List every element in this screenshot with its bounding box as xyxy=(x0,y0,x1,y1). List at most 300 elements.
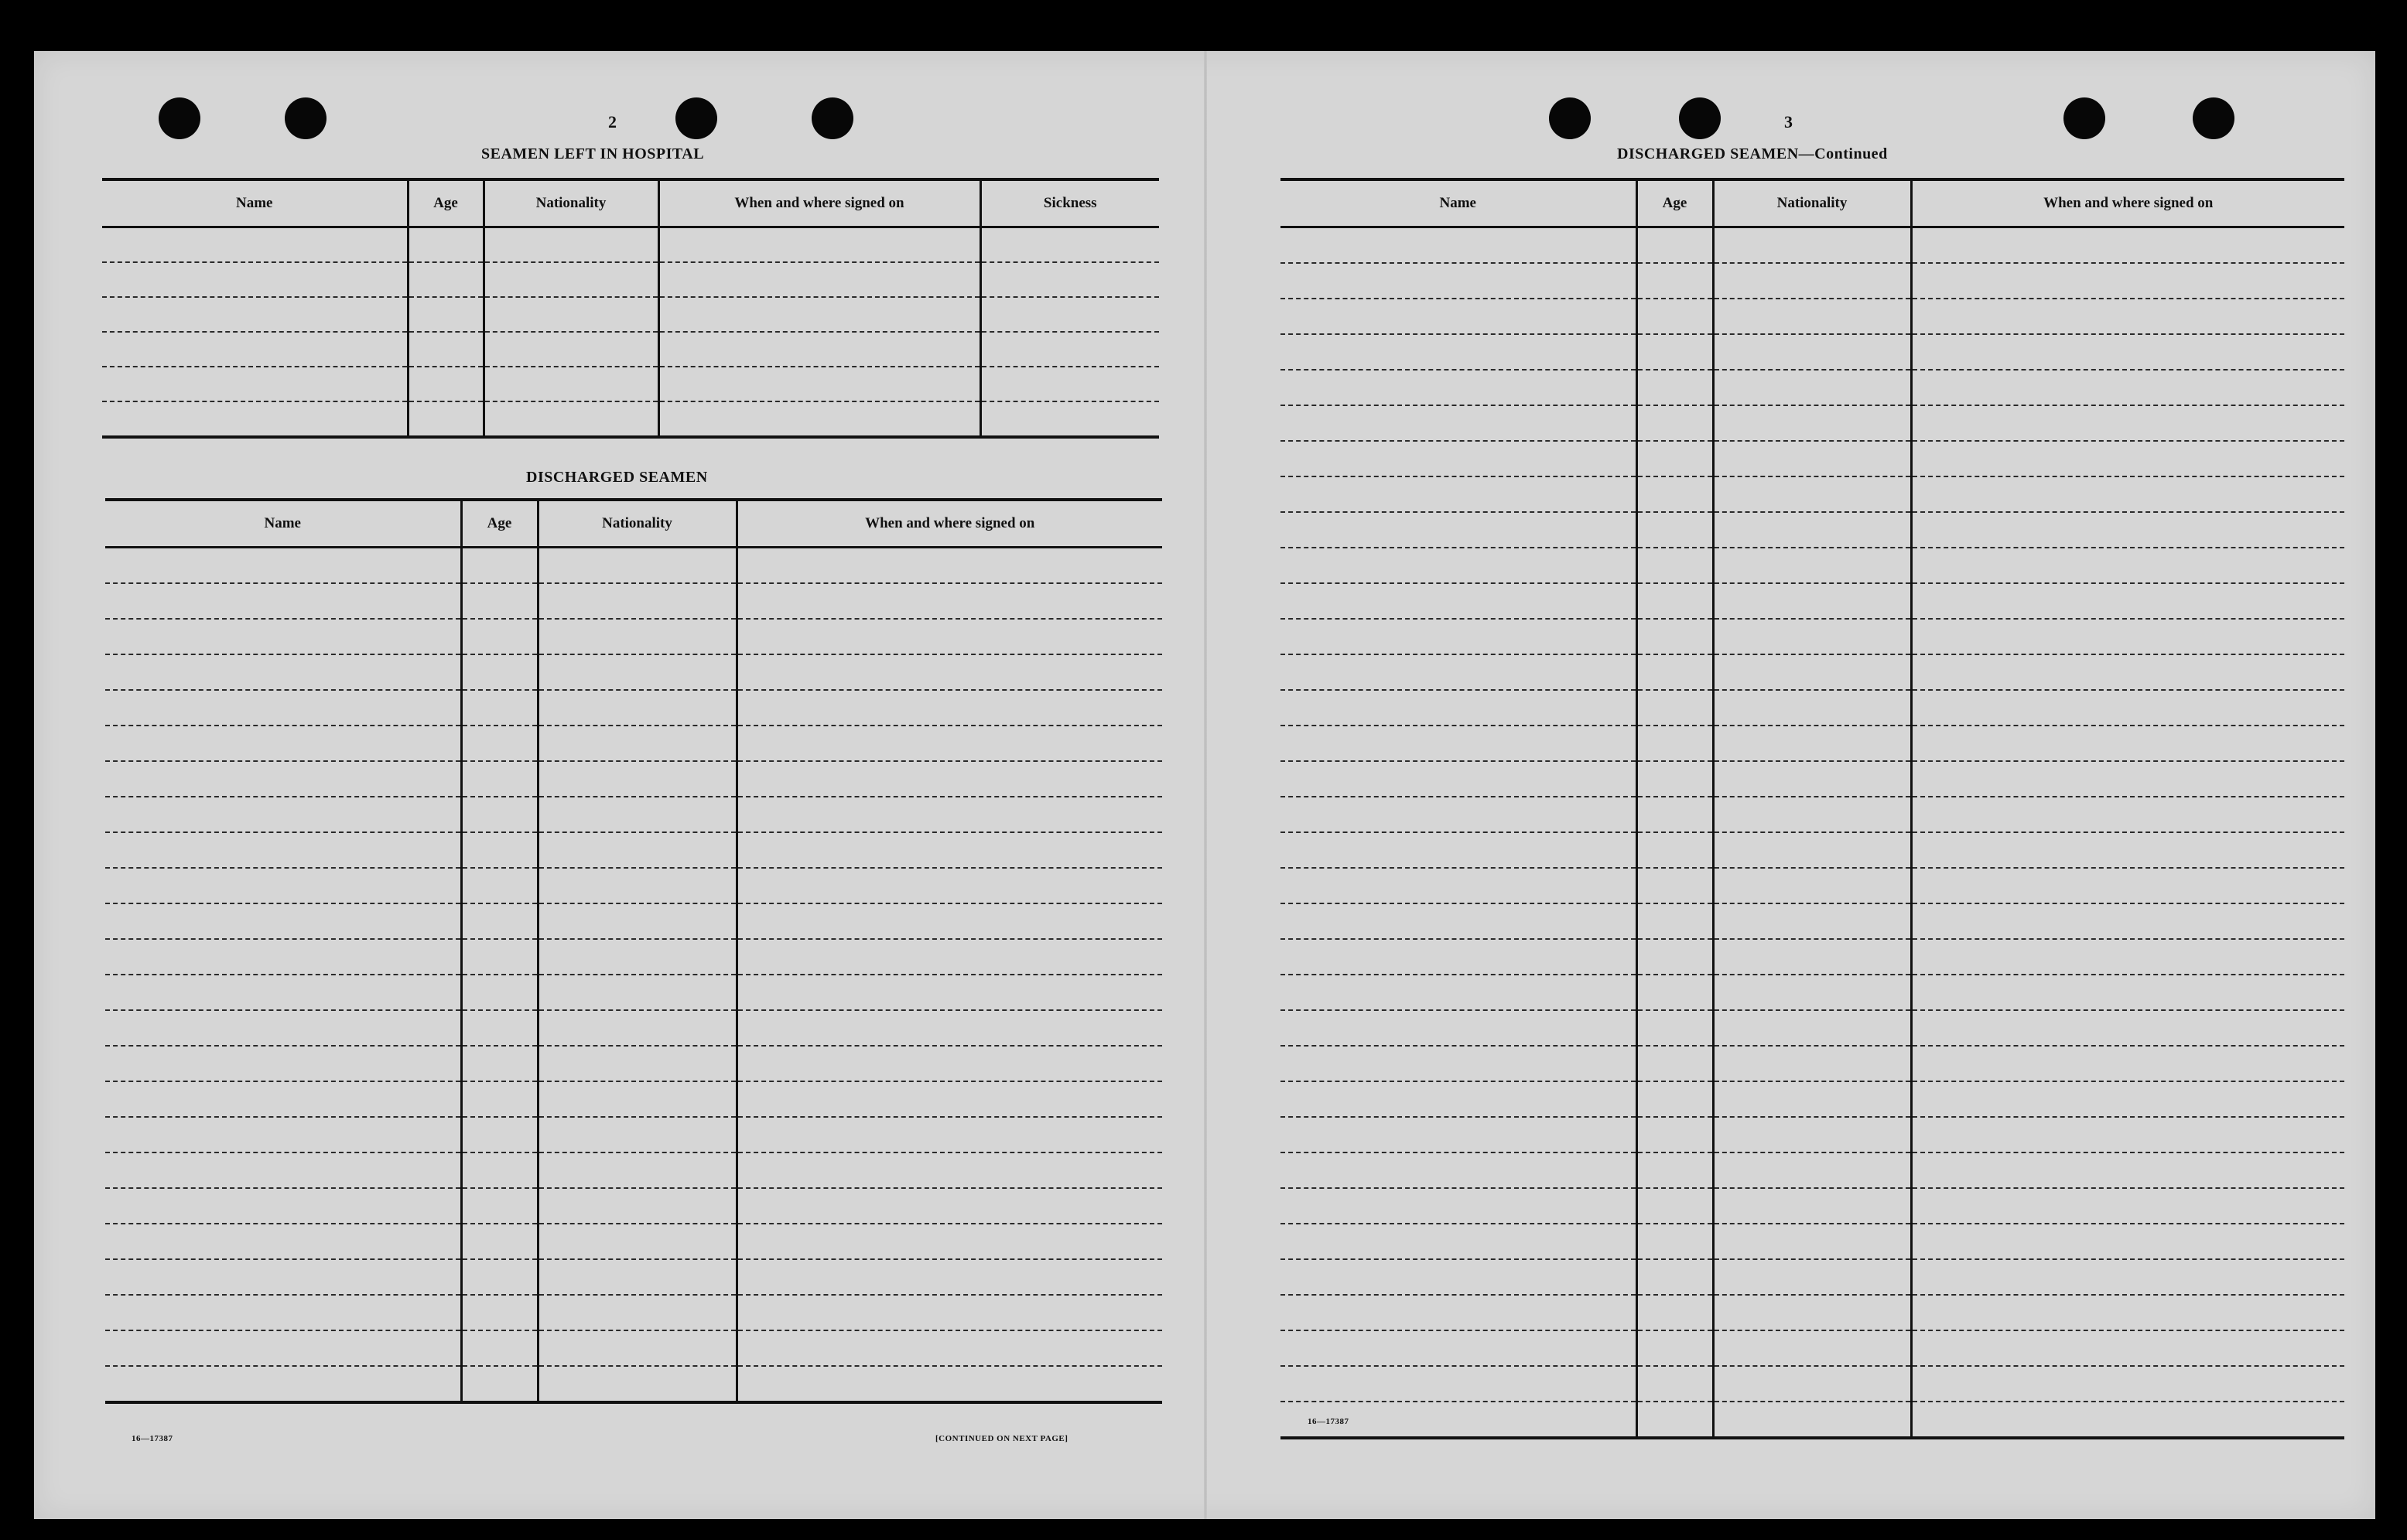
table-cell[interactable] xyxy=(538,761,737,797)
table-row xyxy=(1280,1402,2344,1438)
table-cell[interactable] xyxy=(1713,939,1911,975)
table-cell[interactable] xyxy=(737,1295,1162,1330)
table-cell[interactable] xyxy=(538,583,737,619)
table-cell[interactable] xyxy=(484,262,658,297)
table-cell[interactable] xyxy=(538,726,737,761)
table-cell[interactable] xyxy=(1280,1117,1636,1152)
table-cell[interactable] xyxy=(461,1046,538,1081)
table-cell[interactable] xyxy=(538,1330,737,1366)
table-cell[interactable] xyxy=(1713,832,1911,868)
table-cell[interactable] xyxy=(1911,405,2344,441)
table-cell[interactable] xyxy=(538,868,737,903)
table-cell[interactable] xyxy=(1280,548,1636,583)
hospital-table xyxy=(102,178,1159,439)
column-header-nationality: Nationality xyxy=(484,179,658,227)
table-cell[interactable] xyxy=(1911,1259,2344,1295)
table-cell[interactable] xyxy=(1911,1117,2344,1152)
table-cell[interactable] xyxy=(737,832,1162,868)
table-cell[interactable] xyxy=(1280,1046,1636,1081)
table-row xyxy=(1280,441,2344,476)
table-cell[interactable] xyxy=(1911,227,2344,264)
table-cell[interactable] xyxy=(1280,726,1636,761)
table-cell[interactable] xyxy=(1280,619,1636,654)
table-cell[interactable] xyxy=(1713,299,1911,334)
table-row xyxy=(1280,299,2344,334)
table-cell[interactable] xyxy=(1911,903,2344,939)
table-cell[interactable] xyxy=(1713,1152,1911,1188)
table-cell[interactable] xyxy=(102,262,408,297)
table-cell[interactable] xyxy=(1636,1366,1713,1402)
table-row xyxy=(1280,1259,2344,1295)
table-cell[interactable] xyxy=(737,654,1162,690)
table-cell[interactable] xyxy=(1911,1402,2344,1438)
table-cell[interactable] xyxy=(461,975,538,1010)
table-cell[interactable] xyxy=(105,797,461,832)
table-cell[interactable] xyxy=(538,1366,737,1402)
table-cell[interactable] xyxy=(538,1152,737,1188)
table-cell[interactable] xyxy=(1636,441,1713,476)
table-cell[interactable] xyxy=(1713,512,1911,548)
table-row xyxy=(1280,1046,2344,1081)
table-cell[interactable] xyxy=(1280,441,1636,476)
table-cell[interactable] xyxy=(1911,726,2344,761)
table-cell[interactable] xyxy=(1280,654,1636,690)
table-cell[interactable] xyxy=(1911,334,2344,370)
column-header-signed-on: When and where signed on xyxy=(737,500,1162,548)
table-cell[interactable] xyxy=(1713,334,1911,370)
table-row xyxy=(102,332,1159,367)
table-cell[interactable] xyxy=(538,548,737,584)
table-cell[interactable] xyxy=(1911,690,2344,726)
table-cell[interactable] xyxy=(737,583,1162,619)
table-cell[interactable] xyxy=(1713,1259,1911,1295)
table-cell[interactable] xyxy=(1280,1224,1636,1259)
table-cell[interactable] xyxy=(1713,441,1911,476)
table-cell[interactable] xyxy=(1911,263,2344,299)
table-cell[interactable] xyxy=(538,1046,737,1081)
table-cell[interactable] xyxy=(1280,939,1636,975)
table-row xyxy=(1280,619,2344,654)
table-cell[interactable] xyxy=(1911,1010,2344,1046)
table-cell[interactable] xyxy=(1713,263,1911,299)
table-cell[interactable] xyxy=(538,903,737,939)
table-cell[interactable] xyxy=(461,690,538,726)
table-cell[interactable] xyxy=(1911,1366,2344,1402)
table-cell[interactable] xyxy=(1636,405,1713,441)
table-cell[interactable] xyxy=(1911,299,2344,334)
table-cell[interactable] xyxy=(1713,761,1911,797)
table-cell[interactable] xyxy=(105,690,461,726)
table-cell[interactable] xyxy=(408,297,484,332)
table-cell[interactable] xyxy=(980,227,1159,263)
table-cell[interactable] xyxy=(737,1117,1162,1152)
table-cell[interactable] xyxy=(1280,1259,1636,1295)
table-cell[interactable] xyxy=(484,227,658,263)
table-cell[interactable] xyxy=(484,367,658,401)
table-cell[interactable] xyxy=(1280,1330,1636,1366)
table-cell[interactable] xyxy=(1713,1224,1911,1259)
table-cell[interactable] xyxy=(484,297,658,332)
table-cell[interactable] xyxy=(1713,797,1911,832)
table-row xyxy=(1280,227,2344,264)
table-cell[interactable] xyxy=(1911,370,2344,405)
table-cell[interactable] xyxy=(408,367,484,401)
table-cell[interactable] xyxy=(1636,868,1713,903)
table-cell[interactable] xyxy=(538,690,737,726)
table-cell[interactable] xyxy=(538,1010,737,1046)
table-cell[interactable] xyxy=(538,1224,737,1259)
table-row xyxy=(105,1117,1162,1152)
table-row xyxy=(1280,690,2344,726)
table-cell[interactable] xyxy=(980,332,1159,367)
table-cell[interactable] xyxy=(1280,227,1636,264)
table-cell[interactable] xyxy=(1280,476,1636,512)
table-row xyxy=(105,1081,1162,1117)
table-cell[interactable] xyxy=(1713,1010,1911,1046)
table-row xyxy=(1280,263,2344,299)
table-cell[interactable] xyxy=(105,1152,461,1188)
table-cell[interactable] xyxy=(737,1330,1162,1366)
table-cell[interactable] xyxy=(461,832,538,868)
table-cell[interactable] xyxy=(980,367,1159,401)
table-cell[interactable] xyxy=(484,332,658,367)
table-cell[interactable] xyxy=(105,1330,461,1366)
table-cell[interactable] xyxy=(461,903,538,939)
table-cell[interactable] xyxy=(461,939,538,975)
table-cell[interactable] xyxy=(1713,619,1911,654)
table-cell[interactable] xyxy=(1636,548,1713,583)
table-cell[interactable] xyxy=(1911,868,2344,903)
table-cell[interactable] xyxy=(1713,1295,1911,1330)
table-cell[interactable] xyxy=(980,401,1159,437)
table-cell[interactable] xyxy=(538,797,737,832)
table-cell[interactable] xyxy=(1911,512,2344,548)
table-cell[interactable] xyxy=(1280,797,1636,832)
table-cell[interactable] xyxy=(105,761,461,797)
table-cell[interactable] xyxy=(1636,975,1713,1010)
table-cell[interactable] xyxy=(737,1010,1162,1046)
table-cell[interactable] xyxy=(1911,1224,2344,1259)
table-cell[interactable] xyxy=(980,262,1159,297)
table-cell[interactable] xyxy=(484,401,658,437)
table-cell[interactable] xyxy=(737,1224,1162,1259)
table-cell[interactable] xyxy=(105,619,461,654)
table-cell[interactable] xyxy=(102,227,408,263)
table-row xyxy=(105,619,1162,654)
table-cell[interactable] xyxy=(105,832,461,868)
table-cell[interactable] xyxy=(1280,903,1636,939)
table-cell[interactable] xyxy=(1636,583,1713,619)
table-cell[interactable] xyxy=(1713,1330,1911,1366)
table-cell[interactable] xyxy=(1713,726,1911,761)
table-cell[interactable] xyxy=(1280,263,1636,299)
table-cell[interactable] xyxy=(737,1152,1162,1188)
table-cell[interactable] xyxy=(102,297,408,332)
table-cell[interactable] xyxy=(1713,227,1911,264)
table-cell[interactable] xyxy=(105,548,461,584)
table-cell[interactable] xyxy=(1911,619,2344,654)
table-row xyxy=(105,726,1162,761)
table-cell[interactable] xyxy=(737,1081,1162,1117)
page-number: 3 xyxy=(1784,112,1793,131)
table-cell[interactable] xyxy=(1713,476,1911,512)
table-cell[interactable] xyxy=(105,583,461,619)
table-row xyxy=(105,1259,1162,1295)
table-cell[interactable] xyxy=(1636,654,1713,690)
table-cell[interactable] xyxy=(1713,548,1911,583)
table-cell[interactable] xyxy=(1280,761,1636,797)
table-cell[interactable] xyxy=(1636,690,1713,726)
table-cell[interactable] xyxy=(1911,1046,2344,1081)
table-cell[interactable] xyxy=(1636,1224,1713,1259)
table-cell[interactable] xyxy=(1280,832,1636,868)
table-cell[interactable] xyxy=(1636,476,1713,512)
table-cell[interactable] xyxy=(1713,1081,1911,1117)
table-cell[interactable] xyxy=(1636,1046,1713,1081)
table-cell[interactable] xyxy=(408,262,484,297)
table-cell[interactable] xyxy=(538,975,737,1010)
table-cell[interactable] xyxy=(980,297,1159,332)
table-cell[interactable] xyxy=(408,332,484,367)
table-cell[interactable] xyxy=(1280,1366,1636,1402)
table-cell[interactable] xyxy=(461,1259,538,1295)
table-cell[interactable] xyxy=(737,690,1162,726)
table-row xyxy=(102,227,1159,263)
table-cell[interactable] xyxy=(461,1188,538,1224)
discharged-table xyxy=(105,498,1162,1404)
table-cell[interactable] xyxy=(102,332,408,367)
table-cell[interactable] xyxy=(461,1117,538,1152)
table-cell[interactable] xyxy=(1911,548,2344,583)
table-cell[interactable] xyxy=(1636,1259,1713,1295)
table-cell[interactable] xyxy=(461,868,538,903)
table-cell[interactable] xyxy=(737,797,1162,832)
table-cell[interactable] xyxy=(461,583,538,619)
table-cell[interactable] xyxy=(105,1188,461,1224)
table-cell[interactable] xyxy=(1636,1188,1713,1224)
table-cell[interactable] xyxy=(1911,1188,2344,1224)
table-cell[interactable] xyxy=(1713,405,1911,441)
table-cell[interactable] xyxy=(1280,975,1636,1010)
table-cell[interactable] xyxy=(737,1188,1162,1224)
table-cell[interactable] xyxy=(1636,761,1713,797)
table-cell[interactable] xyxy=(658,297,980,332)
table-cell[interactable] xyxy=(737,1259,1162,1295)
table-cell[interactable] xyxy=(1280,1188,1636,1224)
table-cell[interactable] xyxy=(1636,726,1713,761)
table-cell[interactable] xyxy=(1280,1010,1636,1046)
table-cell[interactable] xyxy=(105,1010,461,1046)
table-cell[interactable] xyxy=(408,401,484,437)
table-cell[interactable] xyxy=(1636,512,1713,548)
table-cell[interactable] xyxy=(737,619,1162,654)
table-cell[interactable] xyxy=(105,654,461,690)
table-cell[interactable] xyxy=(538,654,737,690)
table-cell[interactable] xyxy=(105,939,461,975)
table-cell[interactable] xyxy=(1636,370,1713,405)
table-cell[interactable] xyxy=(1911,939,2344,975)
table-cell[interactable] xyxy=(1911,476,2344,512)
table-row xyxy=(105,939,1162,975)
table-cell[interactable] xyxy=(658,367,980,401)
table-cell[interactable] xyxy=(1911,441,2344,476)
table-cell[interactable] xyxy=(1911,761,2344,797)
table-cell[interactable] xyxy=(1911,1295,2344,1330)
table-cell[interactable] xyxy=(1911,1330,2344,1366)
table-cell[interactable] xyxy=(1713,690,1911,726)
table-cell[interactable] xyxy=(658,332,980,367)
table-row xyxy=(1280,1152,2344,1188)
table-cell[interactable] xyxy=(1713,868,1911,903)
table-cell[interactable] xyxy=(1911,1152,2344,1188)
table-cell[interactable] xyxy=(461,797,538,832)
table-cell[interactable] xyxy=(1280,1081,1636,1117)
table-cell[interactable] xyxy=(1911,654,2344,690)
table-cell[interactable] xyxy=(1636,299,1713,334)
table-cell[interactable] xyxy=(1636,1010,1713,1046)
table-cell[interactable] xyxy=(1280,370,1636,405)
table-cell[interactable] xyxy=(1636,832,1713,868)
table-cell[interactable] xyxy=(1911,832,2344,868)
continued-note: [CONTINUED ON NEXT PAGE] xyxy=(935,1434,1068,1443)
table-cell[interactable] xyxy=(1713,1046,1911,1081)
table-cell[interactable] xyxy=(1713,975,1911,1010)
table-cell[interactable] xyxy=(1636,263,1713,299)
table-row xyxy=(1280,903,2344,939)
table-row xyxy=(105,1224,1162,1259)
table-cell[interactable] xyxy=(461,619,538,654)
table-cell[interactable] xyxy=(1636,1117,1713,1152)
table-row xyxy=(105,761,1162,797)
table-row xyxy=(105,1330,1162,1366)
left-page xyxy=(34,51,1204,1519)
table-cell[interactable] xyxy=(105,726,461,761)
table-cell[interactable] xyxy=(1713,1188,1911,1224)
table-cell[interactable] xyxy=(538,619,737,654)
form-sheet xyxy=(34,51,2375,1519)
table-cell[interactable] xyxy=(105,1046,461,1081)
table-cell[interactable] xyxy=(1636,1295,1713,1330)
column-header-name: Name xyxy=(105,500,461,548)
table-cell[interactable] xyxy=(737,939,1162,975)
table-cell[interactable] xyxy=(105,1295,461,1330)
table-row xyxy=(105,832,1162,868)
table-cell[interactable] xyxy=(1713,370,1911,405)
table-cell[interactable] xyxy=(1280,512,1636,548)
table-cell[interactable] xyxy=(105,1259,461,1295)
table-cell[interactable] xyxy=(1713,1366,1911,1402)
table-cell[interactable] xyxy=(1280,299,1636,334)
table-cell[interactable] xyxy=(461,1295,538,1330)
table-row xyxy=(1280,1224,2344,1259)
table-cell[interactable] xyxy=(1636,1402,1713,1438)
table-row xyxy=(105,903,1162,939)
table-cell[interactable] xyxy=(105,868,461,903)
table-cell[interactable] xyxy=(1636,227,1713,264)
table-cell[interactable] xyxy=(658,227,980,263)
table-cell[interactable] xyxy=(105,1081,461,1117)
table-cell[interactable] xyxy=(1911,975,2344,1010)
table-cell[interactable] xyxy=(1636,334,1713,370)
table-cell[interactable] xyxy=(461,654,538,690)
continued-header-row xyxy=(1280,179,2344,227)
table-cell[interactable] xyxy=(102,367,408,401)
table-cell[interactable] xyxy=(1280,405,1636,441)
table-cell[interactable] xyxy=(1280,1152,1636,1188)
table-cell[interactable] xyxy=(1280,1295,1636,1330)
table-cell[interactable] xyxy=(102,401,408,437)
table-row xyxy=(1280,1295,2344,1330)
table-cell[interactable] xyxy=(105,1117,461,1152)
table-cell[interactable] xyxy=(1636,939,1713,975)
table-cell[interactable] xyxy=(1636,1152,1713,1188)
table-cell[interactable] xyxy=(461,1010,538,1046)
table-cell[interactable] xyxy=(461,726,538,761)
table-cell[interactable] xyxy=(461,1081,538,1117)
table-cell[interactable] xyxy=(658,262,980,297)
table-cell[interactable] xyxy=(538,1081,737,1117)
table-cell[interactable] xyxy=(1911,583,2344,619)
table-cell[interactable] xyxy=(1636,903,1713,939)
table-row xyxy=(1280,476,2344,512)
table-cell[interactable] xyxy=(105,975,461,1010)
table-cell[interactable] xyxy=(737,1046,1162,1081)
table-cell[interactable] xyxy=(1636,797,1713,832)
table-cell[interactable] xyxy=(1280,690,1636,726)
table-cell[interactable] xyxy=(1280,868,1636,903)
table-cell[interactable] xyxy=(538,939,737,975)
table-cell[interactable] xyxy=(1911,797,2344,832)
table-cell[interactable] xyxy=(1280,583,1636,619)
table-cell[interactable] xyxy=(538,1295,737,1330)
table-cell[interactable] xyxy=(461,548,538,584)
table-cell[interactable] xyxy=(538,1259,737,1295)
table-cell[interactable] xyxy=(1713,1402,1911,1438)
table-cell[interactable] xyxy=(1636,619,1713,654)
table-cell[interactable] xyxy=(1713,1117,1911,1152)
table-cell[interactable] xyxy=(737,903,1162,939)
table-cell[interactable] xyxy=(105,1224,461,1259)
table-cell[interactable] xyxy=(538,832,737,868)
table-row xyxy=(102,262,1159,297)
table-row xyxy=(1280,797,2344,832)
table-cell[interactable] xyxy=(408,227,484,263)
table-cell[interactable] xyxy=(461,761,538,797)
table-cell[interactable] xyxy=(737,726,1162,761)
table-cell[interactable] xyxy=(105,903,461,939)
table-cell[interactable] xyxy=(461,1366,538,1402)
table-cell[interactable] xyxy=(1713,583,1911,619)
table-cell[interactable] xyxy=(1636,1330,1713,1366)
table-cell[interactable] xyxy=(461,1330,538,1366)
table-cell[interactable] xyxy=(461,1224,538,1259)
table-cell[interactable] xyxy=(461,1152,538,1188)
table-cell[interactable] xyxy=(1636,1081,1713,1117)
table-cell[interactable] xyxy=(538,1117,737,1152)
table-cell[interactable] xyxy=(658,401,980,437)
table-cell[interactable] xyxy=(737,548,1162,584)
table-cell[interactable] xyxy=(1280,334,1636,370)
table-cell[interactable] xyxy=(737,868,1162,903)
table-cell[interactable] xyxy=(1713,903,1911,939)
table-cell[interactable] xyxy=(105,1366,461,1402)
table-cell[interactable] xyxy=(538,1188,737,1224)
table-cell[interactable] xyxy=(1911,1081,2344,1117)
table-cell[interactable] xyxy=(737,1366,1162,1402)
table-cell[interactable] xyxy=(737,761,1162,797)
table-cell[interactable] xyxy=(1713,654,1911,690)
table-cell[interactable] xyxy=(737,975,1162,1010)
